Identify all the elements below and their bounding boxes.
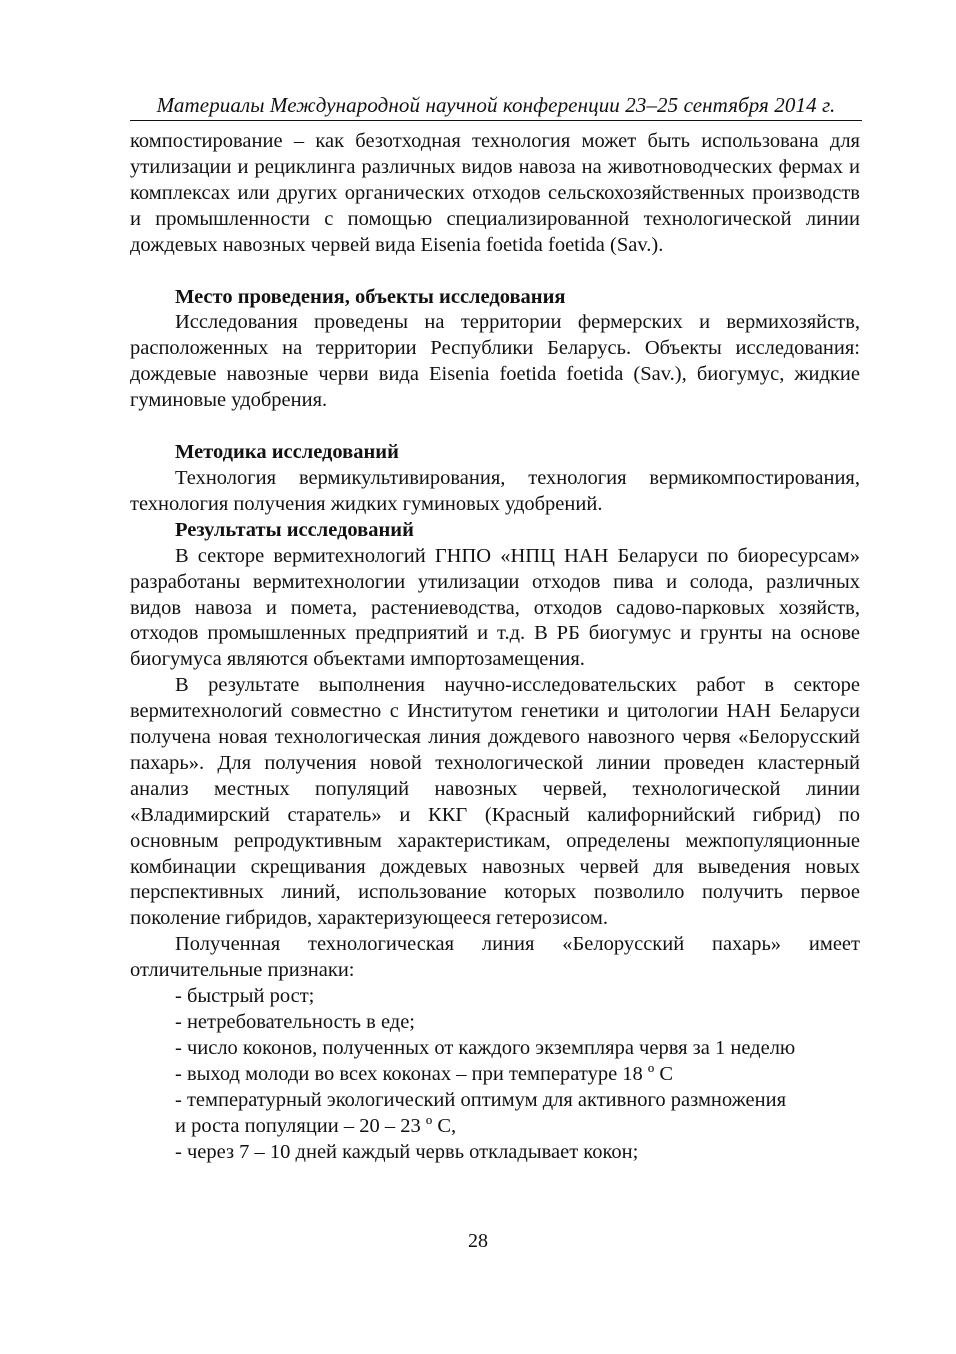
results-paragraph-2: В результате выполнения научно-исследовательских работ в секторе вермитехнологий совместно с Институтом генетики и цитологии НАН Беларуси получена новая технологическая линия дождевого навозного червя «Белорусский пахарь». Для получения новой технологической линии проведен кластерный анализ местных популяций навозных червей, технологической линии «Владимирский старатель» и ККГ (Красный калифорнийский гибрид) по основным репродуктивным характеристикам, определены межпопуляционные комбинации скрещивания дождевых навозных червей для выведения новых перспективных линий, использование которых позволило получить первое поколение гибридов, характеризующееся гетерозисом. (130, 674, 860, 930)
spacer (130, 259, 860, 285)
list-item: и роста популяции – 20 – 23 º С, (175, 1114, 457, 1137)
spacer (130, 414, 860, 440)
intro-paragraph: компостирование – как безотходная технология может быть использована для утилизации и рециклинга различных видов навоза на животноводческих фермах и комплексах или других органических отходов сельскохозяйственных производств и промышленности с помощью специализированной технологической линии дождевых навозных червей вида Eisenia foetida foetida (Sav.). (130, 130, 860, 256)
section-heading-methods: Методика исследований (175, 441, 399, 464)
list-item: - через 7 – 10 дней каждый червь откладывает кокон; (175, 1140, 639, 1163)
list-item: - нетребовательность в еде; (175, 1011, 415, 1033)
page-number: 28 (468, 1230, 488, 1252)
list-item: - число коконов, полученных от каждого экземпляра червя за 1 неделю (175, 1036, 796, 1059)
page-header: Материалы Международной научной конференции 23–25 сентября 2014 г. (130, 92, 862, 121)
list-item: - выход молоди во всех коконах – при температуре 18 º С (175, 1062, 674, 1085)
location-paragraph: Исследования проведены на территории фермерских и вермихозяйств, расположенных на территории Республики Беларусь. Объекты исследования: дождевые навозные черви вида Eisenia foetida foetida (Sav.), биогумус, жидкие гуминовые удобрения. (130, 311, 860, 412)
section-heading-location: Место проведения, объекты исследования (175, 285, 566, 308)
list-item: - быстрый рост; (175, 985, 315, 1008)
list-item: - температурный экологический оптимум для активного размножения (175, 1088, 787, 1111)
document-body (130, 129, 860, 1165)
results-paragraph-3: Полученная технологическая линия «Белорусский пахарь» имеет отличительные признаки: (130, 933, 860, 982)
methods-paragraph: Технология вермикультивирования, технология вермикомпостирования, технология получения жидких гуминовых удобрений. (130, 466, 860, 515)
section-heading-results: Результаты исследований (175, 518, 414, 541)
results-paragraph-1: В секторе вермитехнологий ГНПО «НПЦ НАН Беларуси по биоресурсам» разработаны вермитехнологии утилизации отходов пива и солода, различных видов навоза и помета, растениеводства, отходов садово-парковых хозяйств, отходов промышленных предприятий и т.д. В РБ биогумус и грунты на основе биогумуса являются объектами импортозамещения. (130, 544, 860, 671)
